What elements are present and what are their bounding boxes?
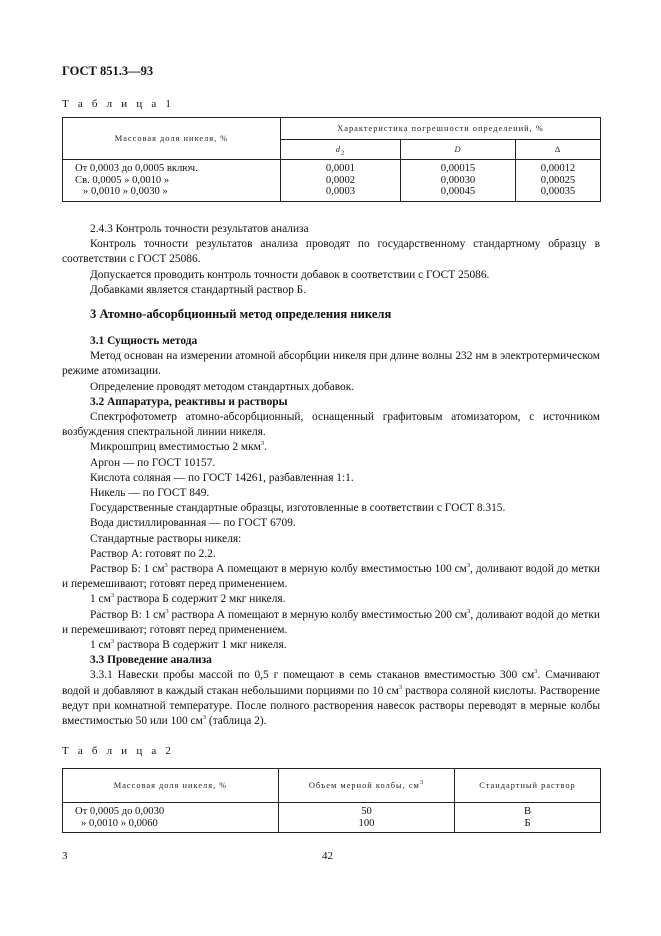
paragraph — [62, 608, 600, 638]
section-3-heading: 3 Атомно-абсорбционный метод определения никеля — [90, 307, 392, 321]
section-3-body — [62, 334, 600, 729]
table1-col-d2 — [281, 160, 401, 202]
table1-caption: Т а б л и ц а 1 — [62, 98, 175, 110]
table2-header-sol: Стандартный раствор — [455, 769, 601, 803]
table2-col-mass — [63, 803, 279, 833]
text-run: 1 см — [90, 639, 111, 652]
paragraph — [62, 638, 600, 653]
table-cell: Св. 0,0005 » 0,0010 » — [75, 174, 170, 186]
table2-col-sol — [455, 803, 601, 833]
paragraph — [62, 562, 600, 592]
table-cell: В — [523, 806, 532, 817]
table-cell: 0,0001 — [325, 163, 356, 174]
table2-header-vol-text: Объем мерной колбы, см — [308, 781, 420, 790]
text-run: Раствор Б: 1 см — [90, 563, 165, 576]
table-cell: 0,00025 — [540, 174, 576, 186]
table-cell: 50 — [361, 806, 372, 817]
paragraph: Определение проводят методом стандартных добавок. — [90, 380, 355, 393]
table2 — [62, 768, 601, 833]
text-run: Раствор В: 1 см — [90, 608, 166, 621]
table-cell: От 0,0003 до 0,0005 включ. — [75, 163, 198, 174]
table-cell: 0,00035 — [540, 186, 576, 197]
table-cell: 0,00030 — [440, 174, 476, 186]
paragraph: Вода дистиллированная — по ГОСТ 6709. — [90, 517, 296, 530]
paragraph: Никель — по ГОСТ 849. — [90, 487, 210, 500]
superscript: 3 — [467, 607, 471, 615]
paragraph: Стандартные растворы никеля: — [90, 532, 242, 545]
text-run: . Смачивают водой и добавляют в каждый стакан небольшими порциями по 10 см — [62, 669, 600, 697]
text-run: 3.3.1 Навески пробы массой по 0,5 г помещают в семь стаканов вместимостью 300 см — [90, 669, 535, 682]
table1-header-delta: Δ — [516, 140, 601, 160]
text-run: . — [264, 441, 267, 454]
text-run: раствора соляной кислоты. Растворение ведут при комнатной температуре. После полного растворения навесок растворы переводят в мерные колбы вместимостью 50 или 100 см — [62, 684, 600, 728]
table1-header-D — [401, 140, 516, 160]
text-run: , доливают водой до метки и перемешивают; готовят перед применением. — [62, 563, 600, 591]
paragraph — [62, 592, 600, 607]
table-cell: 100 — [358, 817, 375, 829]
paragraph — [62, 440, 600, 455]
superscript: 3 — [398, 683, 403, 691]
superscript: 3 — [110, 638, 115, 646]
superscript: 3 — [164, 562, 168, 570]
paragraph — [62, 668, 600, 729]
subsection-heading: 3.3 Проведение анализа — [90, 654, 212, 667]
text-run: (таблица 2). — [206, 715, 267, 728]
table1-col-mass — [63, 160, 281, 202]
table-cell: 0,00045 — [440, 186, 476, 197]
table-cell: » 0,0010 » 0,0060 — [81, 817, 158, 829]
section-2-4-3 — [62, 222, 600, 298]
table2-col-vol — [279, 803, 455, 833]
paragraph: Раствор А: готовят по 2.2. — [90, 547, 216, 560]
paragraph: Контроль точности результатов анализа проводят по государственному стандартному образцу в соответствии с ГОСТ 25086. — [62, 238, 600, 266]
superscript: 3 — [534, 668, 538, 676]
text-run: Микрошприц вместимостью 2 мкм — [90, 441, 261, 454]
table1-header-D-symbol: D — [454, 145, 462, 154]
table-cell: » 0,0010 » 0,0030 » — [83, 186, 168, 197]
footer-left-number: 3 — [62, 850, 68, 862]
superscript: 3 — [419, 779, 425, 787]
table1-body — [63, 160, 601, 202]
paragraph: Добавками является стандартный раствор Б. — [90, 283, 307, 296]
subsection-heading: 3.2 Аппаратура, реактивы и растворы — [90, 395, 288, 408]
table1-header-d2-symbol: d — [335, 145, 341, 154]
text-run: раствора А помещают в мерную колбу вместимостью 200 см — [168, 608, 468, 621]
paragraph: Допускается проводить контроль точности добавок в соответствии с ГОСТ 25086. — [90, 268, 490, 281]
text-run: , доливают водой до метки и перемешивают; готовят перед применением. — [62, 608, 600, 636]
table1-header-group: Характеристика погрешности определений, % — [281, 118, 601, 140]
table1-col-delta — [516, 160, 601, 202]
text-run: раствора Б содержит 2 мкг никеля. — [114, 593, 286, 606]
table-cell: От 0,0005 до 0,0030 — [75, 806, 165, 817]
table2-caption: Т а б л и ц а 2 — [62, 745, 175, 757]
paragraph: Аргон — по ГОСТ 10157. — [90, 456, 216, 469]
paragraph: Кислота соляная — по ГОСТ 14261, разбавленная 1:1. — [90, 471, 354, 484]
paragraph: Спектрофотометр атомно-абсорбционный, оснащенный графитовым атомизатором, с источником возбуждения спектральной линии никеля. — [62, 411, 600, 439]
table1 — [62, 117, 601, 202]
subsection-heading: 3.1 Сущность метода — [90, 335, 198, 347]
text-run: 1 см — [90, 593, 111, 606]
superscript: 3 — [260, 440, 265, 448]
paragraph: Государственные стандартные образцы, изготовленные в соответствии с ГОСТ 8.315. — [90, 502, 506, 515]
table2-header-vol — [279, 769, 455, 803]
table-cell: 0,0003 — [325, 186, 356, 197]
paragraph: Метод основан на измерении атомной абсорбции никеля при длине волны 232 нм в электротермическом режиме атомизации. — [62, 350, 600, 378]
superscript: 3 — [202, 714, 207, 722]
table1-header-d2 — [281, 140, 401, 160]
document-header: ГОСТ 851.3—93 — [62, 64, 154, 78]
table1-col-D — [401, 160, 516, 202]
table-cell: 0,00015 — [440, 163, 476, 174]
superscript: 3 — [165, 607, 169, 615]
table-cell: Б — [524, 817, 531, 829]
paragraph: 2.4.3 Контроль точности результатов анализа — [90, 223, 309, 235]
table2-body — [63, 803, 601, 833]
superscript: 3 — [110, 592, 115, 600]
page-number: 42 — [322, 850, 333, 862]
table-cell: 0,00012 — [540, 163, 576, 174]
superscript: 3 — [466, 562, 471, 570]
table1-header-mass: Массовая доля никеля, % — [63, 118, 281, 160]
table2-header-mass: Массовая доля никеля, % — [63, 769, 279, 803]
text-run: раствора А помещают в мерную колбу вместимостью 100 см — [167, 563, 467, 576]
table-cell: 0,0002 — [325, 174, 356, 186]
table1-header-d2-index: 2 — [340, 149, 346, 157]
text-run: раствора В содержит 1 мкг никеля. — [114, 639, 287, 652]
